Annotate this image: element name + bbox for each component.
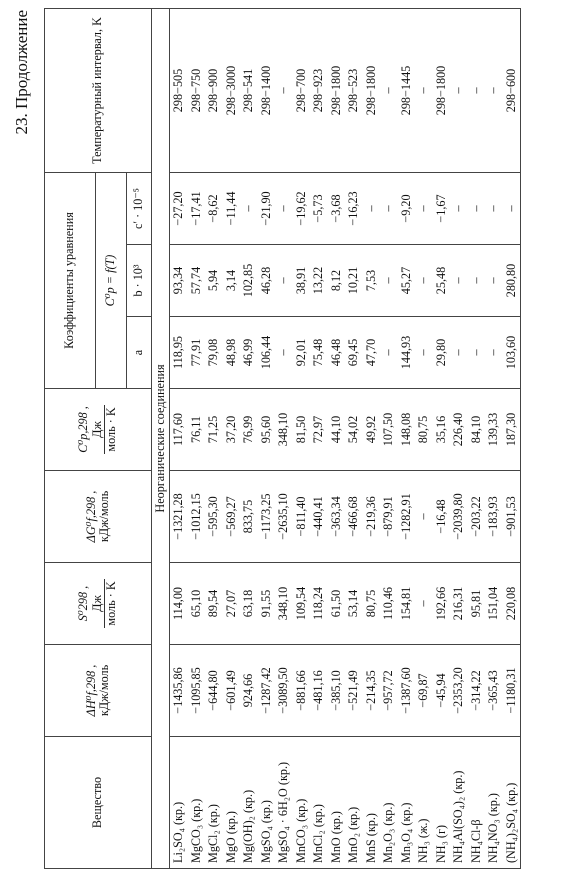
header-substance: Вещество bbox=[45, 737, 152, 869]
table-row bbox=[328, 8, 346, 868]
section-row bbox=[152, 8, 170, 868]
enthalpy-cell: −314,22 bbox=[468, 645, 486, 737]
temp-range-cell: – bbox=[485, 8, 503, 172]
table-row bbox=[450, 8, 468, 868]
substance-cell: MgSO₄ · 6H₂O (кр.) bbox=[275, 737, 293, 869]
table-row bbox=[468, 8, 486, 868]
header-cp-equation: C⁰p = f(T) bbox=[96, 172, 127, 388]
coef-c-cell: −1,67 bbox=[433, 172, 451, 244]
heat-capacity-cell: 84,10 bbox=[468, 389, 486, 471]
table-row bbox=[205, 8, 223, 868]
coef-b-cell: 45,27 bbox=[398, 245, 416, 317]
enthalpy-cell: −881,66 bbox=[293, 645, 311, 737]
entropy-unit-den: моль · K bbox=[104, 581, 119, 626]
gibbs-cell: −203,22 bbox=[468, 471, 486, 563]
entropy-cell: 109,54 bbox=[293, 563, 311, 645]
coef-a-cell: – bbox=[468, 317, 486, 389]
coef-b-cell: – bbox=[275, 245, 293, 317]
coef-a-cell: 69,45 bbox=[345, 317, 363, 389]
section-label: Неорганические соединения bbox=[152, 8, 170, 868]
coef-a-cell: 77,91 bbox=[188, 317, 206, 389]
header-entropy bbox=[45, 563, 152, 645]
gibbs-cell: −363,34 bbox=[328, 471, 346, 563]
temp-range-cell: 298−700 bbox=[293, 8, 311, 172]
table-row bbox=[398, 8, 416, 868]
heat-capacity-cell: 44,10 bbox=[328, 389, 346, 471]
heat-capacity-cell: 139,33 bbox=[485, 389, 503, 471]
heat-capacity-cell: 76,11 bbox=[188, 389, 206, 471]
heat-capacity-cell: 80,75 bbox=[415, 389, 433, 471]
coef-c-cell: −16,23 bbox=[345, 172, 363, 244]
gibbs-cell: −2039,80 bbox=[450, 471, 468, 563]
entropy-cell: 216,31 bbox=[450, 563, 468, 645]
enthalpy-cell: −957,72 bbox=[380, 645, 398, 737]
coef-a-cell: 106,44 bbox=[258, 317, 276, 389]
gibbs-cell: −1321,28 bbox=[170, 471, 188, 563]
substance-cell: Li₂SO₄ (кр.) bbox=[170, 737, 188, 869]
coef-b-cell: 7,53 bbox=[363, 245, 381, 317]
substance-cell: MnO₂ (кр.) bbox=[345, 737, 363, 869]
gibbs-cell: −569,27 bbox=[223, 471, 241, 563]
enthalpy-cell: −2353,20 bbox=[450, 645, 468, 737]
table-row bbox=[275, 8, 293, 868]
header-gibbs bbox=[45, 471, 152, 563]
enthalpy-cell: −1387,60 bbox=[398, 645, 416, 737]
temp-range-cell: – bbox=[450, 8, 468, 172]
entropy-cell: 348,10 bbox=[275, 563, 293, 645]
coef-c-cell: −27,20 bbox=[170, 172, 188, 244]
coef-b-cell: – bbox=[468, 245, 486, 317]
coef-a-cell: – bbox=[485, 317, 503, 389]
substance-cell: MnS (кр.) bbox=[363, 737, 381, 869]
enthalpy-cell: 924,66 bbox=[240, 645, 258, 737]
coef-a-cell: 118,95 bbox=[170, 317, 188, 389]
substance-cell: NH₄Al(SO₄)₂ (кр.) bbox=[450, 737, 468, 869]
coef-b-cell: 5,94 bbox=[205, 245, 223, 317]
coef-b-cell: 46,28 bbox=[258, 245, 276, 317]
entropy-cell: 53,14 bbox=[345, 563, 363, 645]
coef-c-cell: −9,20 bbox=[398, 172, 416, 244]
gibbs-cell: −219,36 bbox=[363, 471, 381, 563]
gibbs-cell: 833,75 bbox=[240, 471, 258, 563]
coef-c-cell: −11,44 bbox=[223, 172, 241, 244]
substance-cell: Mn₃O₄ (кр.) bbox=[398, 737, 416, 869]
coef-b-cell: – bbox=[450, 245, 468, 317]
coef-a-cell: 79,08 bbox=[205, 317, 223, 389]
heat-capacity-cell: 117,60 bbox=[170, 389, 188, 471]
coef-a-cell: 92,01 bbox=[293, 317, 311, 389]
heat-capacity-unit-den: моль · K bbox=[104, 407, 119, 452]
gibbs-cell: −901,53 bbox=[503, 471, 521, 563]
entropy-cell: 91,55 bbox=[258, 563, 276, 645]
substance-cell: MgCl₂ (кр.) bbox=[205, 737, 223, 869]
enthalpy-unit: кДж/моль bbox=[97, 664, 111, 717]
substance-cell: NH₄NO₃ (кр.) bbox=[485, 737, 503, 869]
coef-a-cell: 75,48 bbox=[310, 317, 328, 389]
coef-c-cell: −5,73 bbox=[310, 172, 328, 244]
coef-a-cell: – bbox=[380, 317, 398, 389]
enthalpy-cell: −214,35 bbox=[363, 645, 381, 737]
table-row bbox=[258, 8, 276, 868]
coef-a-cell: – bbox=[450, 317, 468, 389]
temp-range-cell: 298−1445 bbox=[398, 8, 416, 172]
substance-cell: NH₄Cl-β bbox=[468, 737, 486, 869]
entropy-cell: 80,75 bbox=[363, 563, 381, 645]
heat-capacity-cell: 148,08 bbox=[398, 389, 416, 471]
coef-a-cell: 29,80 bbox=[433, 317, 451, 389]
coef-a-cell: – bbox=[275, 317, 293, 389]
temp-range-cell: 298−3000 bbox=[223, 8, 241, 172]
temp-range-cell: 298−1800 bbox=[433, 8, 451, 172]
heat-capacity-cell: 76,99 bbox=[240, 389, 258, 471]
coef-c-cell: −21,90 bbox=[258, 172, 276, 244]
table-header bbox=[45, 8, 152, 868]
gibbs-cell: – bbox=[415, 471, 433, 563]
enthalpy-cell: −644,80 bbox=[205, 645, 223, 737]
entropy-cell: 27,07 bbox=[223, 563, 241, 645]
table-row bbox=[380, 8, 398, 868]
temp-range-cell: 298−1800 bbox=[328, 8, 346, 172]
substance-cell: NH₃ (г) bbox=[433, 737, 451, 869]
temp-range-cell: – bbox=[275, 8, 293, 172]
temp-range-cell: – bbox=[468, 8, 486, 172]
gibbs-cell: −595,30 bbox=[205, 471, 223, 563]
coef-b-cell: 102,85 bbox=[240, 245, 258, 317]
header-temp-range: Температурный интервал, K bbox=[45, 8, 152, 172]
heat-capacity-cell: 35,16 bbox=[433, 389, 451, 471]
gibbs-symbol: ΔG⁰f,298 , bbox=[83, 490, 98, 543]
enthalpy-symbol: ΔH⁰f,298 , bbox=[83, 664, 98, 717]
gibbs-cell: −1282,91 bbox=[398, 471, 416, 563]
temp-range-cell: 298−505 bbox=[170, 8, 188, 172]
enthalpy-cell: −1095,85 bbox=[188, 645, 206, 737]
coef-b-cell: 57,74 bbox=[188, 245, 206, 317]
gibbs-cell: −811,40 bbox=[293, 471, 311, 563]
coef-b-cell: 25,48 bbox=[433, 245, 451, 317]
coef-c-cell: −17,41 bbox=[188, 172, 206, 244]
substance-cell: Mg(OH)₂ (кр.) bbox=[240, 737, 258, 869]
gibbs-cell: −440,41 bbox=[310, 471, 328, 563]
enthalpy-cell: −1287,42 bbox=[258, 645, 276, 737]
heat-capacity-cell: 37,20 bbox=[223, 389, 241, 471]
header-coefficients: Коэффициенты уравнения bbox=[45, 172, 96, 388]
substance-cell: MnCO₃ (кр.) bbox=[293, 737, 311, 869]
coef-b-cell: – bbox=[380, 245, 398, 317]
entropy-cell: 110,46 bbox=[380, 563, 398, 645]
temp-range-cell: 298−523 bbox=[345, 8, 363, 172]
table-row bbox=[293, 8, 311, 868]
enthalpy-cell: −1435,86 bbox=[170, 645, 188, 737]
substance-cell: MgSO₄ (кр.) bbox=[258, 737, 276, 869]
enthalpy-cell: −601,49 bbox=[223, 645, 241, 737]
heat-capacity-cell: 72,97 bbox=[310, 389, 328, 471]
heat-capacity-unit-num: Дж bbox=[91, 405, 105, 453]
coef-c-cell: – bbox=[363, 172, 381, 244]
temp-range-cell: 298−900 bbox=[205, 8, 223, 172]
heat-capacity-cell: 81,50 bbox=[293, 389, 311, 471]
table-row bbox=[188, 8, 206, 868]
coef-c-cell: – bbox=[468, 172, 486, 244]
coef-b-cell: 10,21 bbox=[345, 245, 363, 317]
coef-c-cell: – bbox=[240, 172, 258, 244]
coef-c-cell: – bbox=[380, 172, 398, 244]
entropy-cell: 89,54 bbox=[205, 563, 223, 645]
entropy-unit bbox=[91, 579, 119, 627]
temp-range-cell: – bbox=[415, 8, 433, 172]
enthalpy-cell: −45,94 bbox=[433, 645, 451, 737]
coef-c-cell: −19,62 bbox=[293, 172, 311, 244]
entropy-cell: 114,00 bbox=[170, 563, 188, 645]
temp-range-cell: 298−600 bbox=[503, 8, 521, 172]
entropy-cell: 220,08 bbox=[503, 563, 521, 645]
heat-capacity-cell: 49,92 bbox=[363, 389, 381, 471]
thermodynamic-table bbox=[44, 8, 521, 869]
substance-cell: (NH₄)₂SO₄ (кр.) bbox=[503, 737, 521, 869]
coef-a-cell: 46,48 bbox=[328, 317, 346, 389]
coef-a-cell: 144,93 bbox=[398, 317, 416, 389]
header-coef-b: b · 10³ bbox=[127, 245, 152, 317]
coef-c-cell: −3,68 bbox=[328, 172, 346, 244]
substance-cell: NH₃ (ж.) bbox=[415, 737, 433, 869]
temp-range-cell: 298−541 bbox=[240, 8, 258, 172]
table-row bbox=[363, 8, 381, 868]
gibbs-cell: −2635,10 bbox=[275, 471, 293, 563]
heat-capacity-cell: 95,60 bbox=[258, 389, 276, 471]
enthalpy-cell: −521,49 bbox=[345, 645, 363, 737]
heat-capacity-cell: 54,02 bbox=[345, 389, 363, 471]
coef-b-cell: 93,34 bbox=[170, 245, 188, 317]
coef-c-cell: – bbox=[415, 172, 433, 244]
temp-range-cell: 298−1400 bbox=[258, 8, 276, 172]
temp-range-cell: – bbox=[380, 8, 398, 172]
header-coef-c: c′ · 10⁻⁵ bbox=[127, 172, 152, 244]
entropy-cell: 63,18 bbox=[240, 563, 258, 645]
substance-cell: MgO (кр.) bbox=[223, 737, 241, 869]
gibbs-unit: кДж/моль bbox=[97, 490, 111, 543]
coef-b-cell: 280,80 bbox=[503, 245, 521, 317]
entropy-cell: 61,50 bbox=[328, 563, 346, 645]
table-body bbox=[152, 8, 521, 868]
coef-c-cell: – bbox=[485, 172, 503, 244]
coef-a-cell: 103,60 bbox=[503, 317, 521, 389]
heat-capacity-cell: 187,30 bbox=[503, 389, 521, 471]
gibbs-cell: −466,68 bbox=[345, 471, 363, 563]
coef-c-cell: – bbox=[275, 172, 293, 244]
entropy-symbol: S⁰298 , bbox=[76, 585, 91, 622]
coef-b-cell: – bbox=[415, 245, 433, 317]
table-row bbox=[170, 8, 188, 868]
coef-c-cell: −8,62 bbox=[205, 172, 223, 244]
temp-range-cell: 298−750 bbox=[188, 8, 206, 172]
table-row bbox=[345, 8, 363, 868]
header-coef-a: a bbox=[127, 317, 152, 389]
coef-b-cell: – bbox=[485, 245, 503, 317]
enthalpy-cell: −1180,31 bbox=[503, 645, 521, 737]
heat-capacity-cell: 107,50 bbox=[380, 389, 398, 471]
coef-a-cell: 46,99 bbox=[240, 317, 258, 389]
table-row bbox=[223, 8, 241, 868]
coef-a-cell: 48,98 bbox=[223, 317, 241, 389]
coef-a-cell: 47,70 bbox=[363, 317, 381, 389]
heat-capacity-unit bbox=[91, 405, 119, 453]
coef-c-cell: – bbox=[503, 172, 521, 244]
substance-cell: Mn₂O₃ (кр.) bbox=[380, 737, 398, 869]
coef-b-cell: 38,91 bbox=[293, 245, 311, 317]
coef-a-cell: – bbox=[415, 317, 433, 389]
temp-range-cell: 298−1800 bbox=[363, 8, 381, 172]
table-row bbox=[310, 8, 328, 868]
enthalpy-cell: −481,16 bbox=[310, 645, 328, 737]
gibbs-cell: −16,48 bbox=[433, 471, 451, 563]
entropy-cell: 95,81 bbox=[468, 563, 486, 645]
table-row bbox=[503, 8, 521, 868]
table-row bbox=[485, 8, 503, 868]
table-row bbox=[240, 8, 258, 868]
entropy-cell: – bbox=[415, 563, 433, 645]
substance-cell: MnCl₂ (кр.) bbox=[310, 737, 328, 869]
enthalpy-cell: −3089,50 bbox=[275, 645, 293, 737]
heat-capacity-symbol: C⁰p,298 , bbox=[76, 406, 91, 453]
gibbs-cell: −183,93 bbox=[485, 471, 503, 563]
entropy-cell: 118,24 bbox=[310, 563, 328, 645]
heat-capacity-cell: 348,10 bbox=[275, 389, 293, 471]
temp-range-cell: 298−923 bbox=[310, 8, 328, 172]
gibbs-cell: −1173,25 bbox=[258, 471, 276, 563]
entropy-cell: 154,81 bbox=[398, 563, 416, 645]
substance-cell: MnO (кр.) bbox=[328, 737, 346, 869]
table-row bbox=[415, 8, 433, 868]
entropy-cell: 192,66 bbox=[433, 563, 451, 645]
enthalpy-cell: −385,10 bbox=[328, 645, 346, 737]
coef-b-cell: 3,14 bbox=[223, 245, 241, 317]
table-caption: 23. Продолжение bbox=[12, 10, 31, 135]
gibbs-cell: −879,91 bbox=[380, 471, 398, 563]
table-row bbox=[433, 8, 451, 868]
header-heat-capacity bbox=[45, 389, 152, 471]
heat-capacity-cell: 226,40 bbox=[450, 389, 468, 471]
coef-c-cell: – bbox=[450, 172, 468, 244]
enthalpy-cell: −365,43 bbox=[485, 645, 503, 737]
entropy-cell: 65,10 bbox=[188, 563, 206, 645]
coef-b-cell: 8,12 bbox=[328, 245, 346, 317]
substance-cell: MgCO₃ (кр.) bbox=[188, 737, 206, 869]
coef-b-cell: 13,22 bbox=[310, 245, 328, 317]
enthalpy-cell: −69,87 bbox=[415, 645, 433, 737]
entropy-cell: 151,04 bbox=[485, 563, 503, 645]
gibbs-cell: −1012,15 bbox=[188, 471, 206, 563]
header-enthalpy bbox=[45, 645, 152, 737]
heat-capacity-cell: 71,25 bbox=[205, 389, 223, 471]
entropy-unit-num: Дж bbox=[91, 579, 105, 627]
